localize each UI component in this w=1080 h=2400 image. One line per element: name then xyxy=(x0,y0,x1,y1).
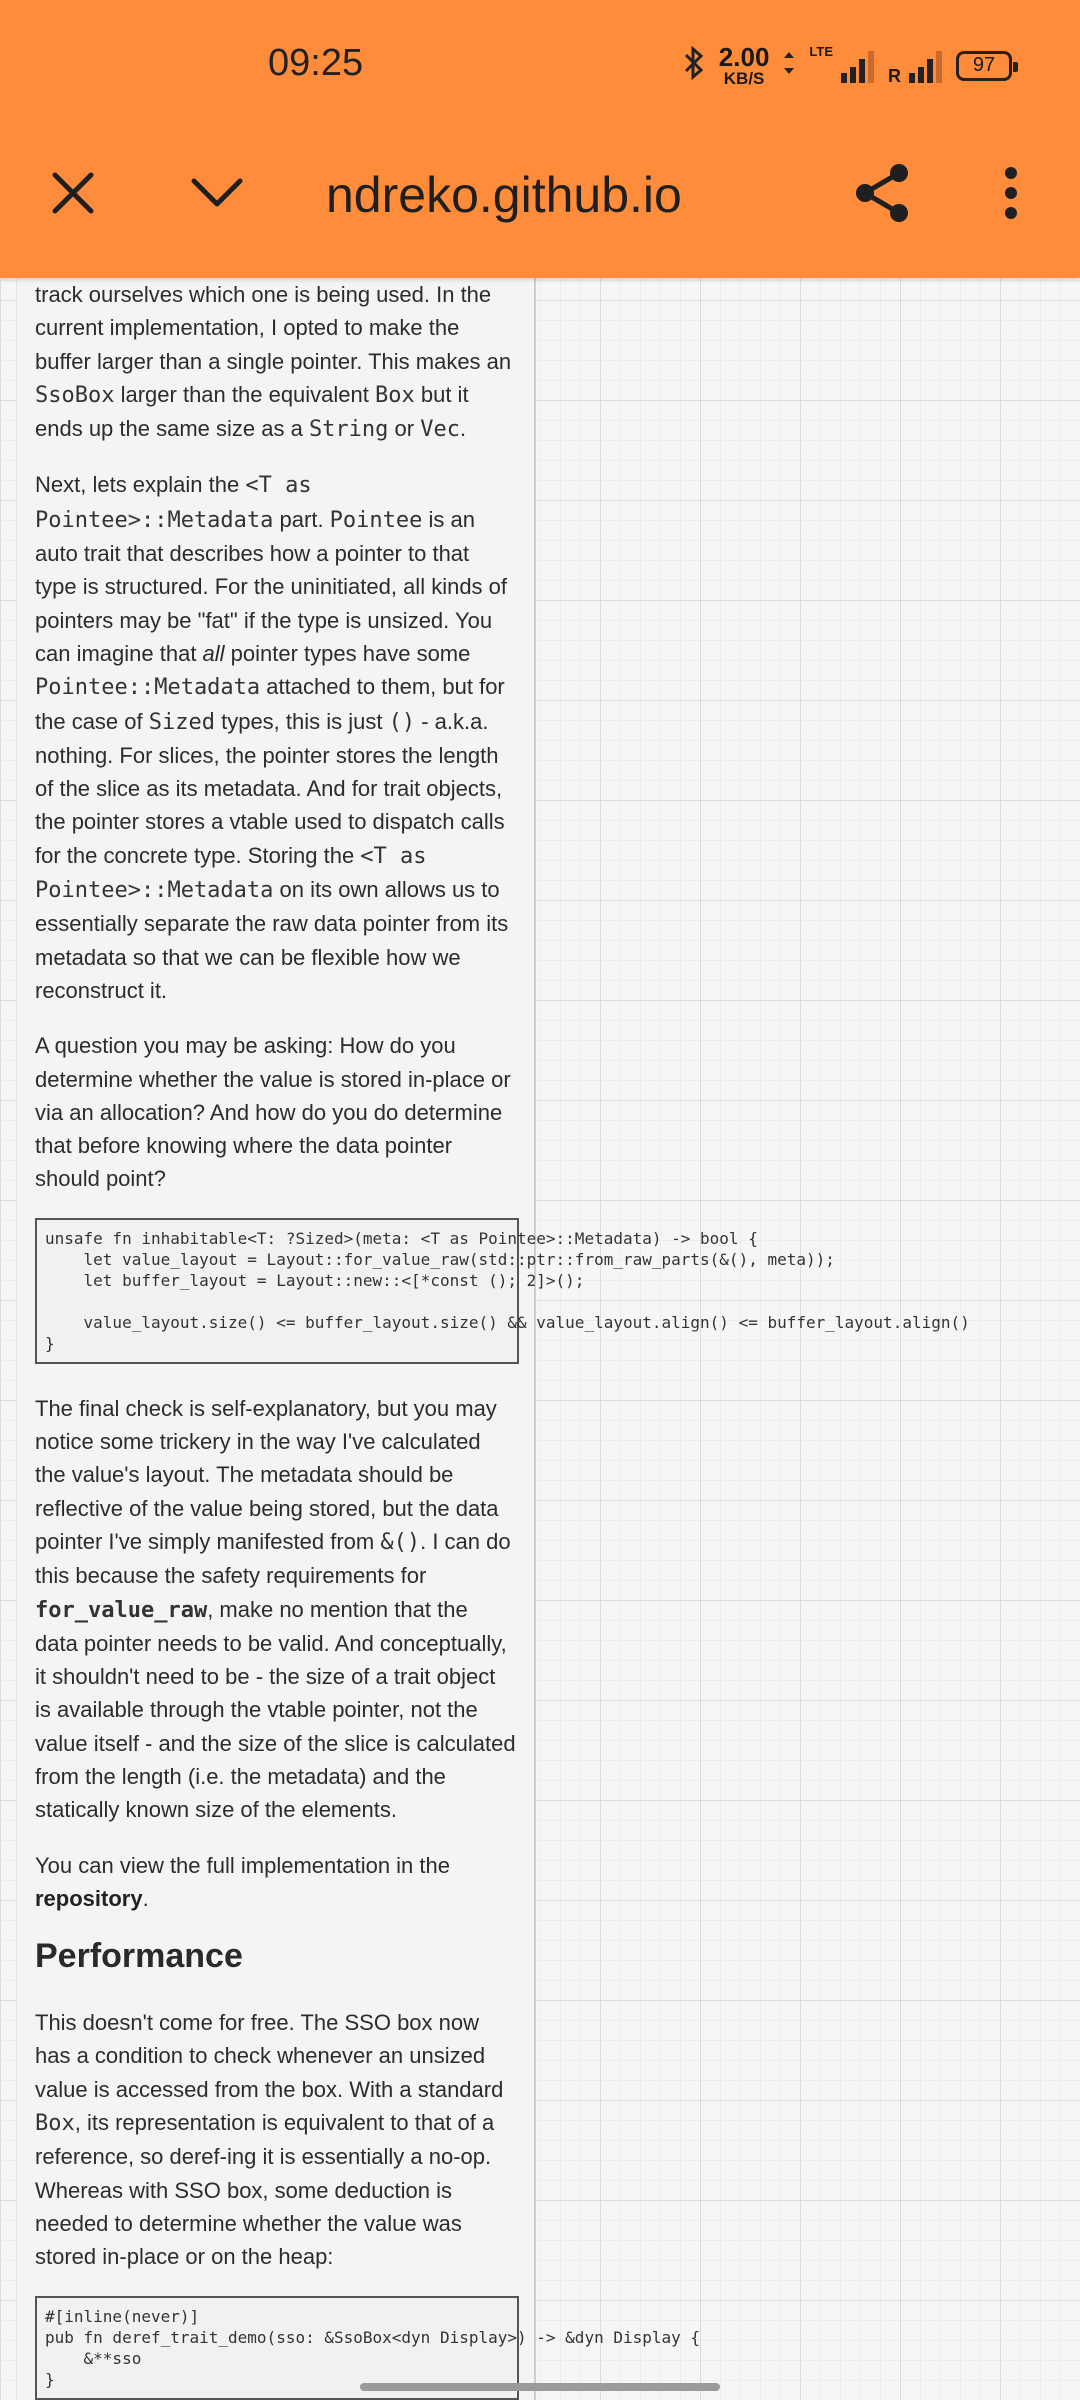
lte-label: LTE xyxy=(809,44,833,59)
gesture-navigation-bar[interactable] xyxy=(360,2383,720,2391)
more-options-button[interactable] xyxy=(966,148,1056,238)
data-transfer-icon xyxy=(783,50,795,81)
chevron-down-icon xyxy=(189,173,245,213)
signal-strength-icon-sim1 xyxy=(841,49,874,83)
code-line: &**sso xyxy=(45,2348,142,2368)
section-heading-performance: Performance xyxy=(35,1937,243,1976)
signal-strength-icon-sim2 xyxy=(909,49,942,83)
status-time: 09:25 xyxy=(268,42,364,84)
article-content xyxy=(16,278,970,2400)
paragraph-buffer-size: track ourselves which one is being used. In the current implementation, I opted to make the buffer larger than a single pointer. This makes an SsoBox larger than the equivalent Box but it ends up the same size as a String or Vec. xyxy=(35,282,512,443)
inline-code: &() xyxy=(380,1529,421,1555)
status-icons xyxy=(683,44,1012,87)
inline-code: <T as Pointee>::Metadata xyxy=(35,473,312,533)
code-line: value_layout.size() <= buffer_layout.size() && value_layout.align() <= buffer_layout.align() xyxy=(45,1312,970,1332)
share-button[interactable] xyxy=(838,148,928,238)
code-line: unsafe fn inhabitable<T: ?Sized>(meta: <T as Pointee>::Metadata) -> bool { xyxy=(45,1228,758,1248)
collapse-button[interactable] xyxy=(172,148,262,238)
inline-code: <T as Pointee>::Metadata xyxy=(35,843,427,904)
inline-code: Box xyxy=(35,2111,75,2137)
close-button[interactable] xyxy=(28,148,118,238)
inline-code: Pointee::Metadata xyxy=(35,675,261,701)
paragraph-repository: You can view the full implementation in the repository. xyxy=(35,1852,450,1911)
url-display[interactable]: ndreko.github.io xyxy=(326,167,682,223)
paragraph-question: A question you may be asking: How do you determine whether the value is stored in-place or via an allocation? And how do you do determine that before knowing where the data pointer should point? xyxy=(35,1033,511,1192)
code-line: pub fn deref_trait_demo(sso: &SsoBox<dyn Display>) -> &dyn Display { xyxy=(45,2327,701,2347)
inline-code: Vec xyxy=(420,417,460,443)
inline-code: for_value_raw xyxy=(35,1597,208,1623)
bluetooth-icon xyxy=(683,46,705,86)
code-block-inhabitable xyxy=(35,1218,970,1364)
code-line: let buffer_layout = Layout::new::<[*const (); 2]>(); xyxy=(45,1270,585,1290)
inline-code: String xyxy=(308,417,389,443)
inline-code: SsoBox xyxy=(35,382,115,408)
paragraph-performance: This doesn't come for free. The SSO box now has a condition to check whenever an unsized value is accessed from the box. With a standard Box, its representation is equivalent to that of a reference, so deref-ing it is essentially a no-op. Whereas with SSO box, some deduction is needed to determine whether the value was stored in-place or on the heap: xyxy=(35,2010,504,2270)
code-line: } xyxy=(45,2369,55,2389)
close-icon xyxy=(49,169,97,217)
more-vertical-icon xyxy=(1001,165,1021,221)
roaming-label: R xyxy=(888,66,901,86)
inline-code: Sized xyxy=(148,709,215,735)
network-speed: 2.00 KB/S xyxy=(718,42,770,88)
paragraph-pointee-metadata: Next, lets explain the <T as Pointee>::Metadata part. Pointee is an auto trait that describes how a pointer to that type is structured. For the uninitiated, all kinds of pointers may be "fat" if the type is unsized. You can imagine that all pointer types have some Pointee::Metadata attached to them, but for the case of Sized types, this is just () - a.k.a. nothing. For slices, the pointer stores the length of the slice as its metadata. And for trait objects, the pointer stores a vtable used to dispatch calls for the concrete type. Storing the <T as Pointee>::Metadata on its own allows us to essentially separate the raw data pointer from its metadata so that we can be flexible how we reconstruct it. xyxy=(35,472,509,1003)
code-line: } xyxy=(45,1333,55,1353)
code-line xyxy=(45,1291,509,1312)
paragraph-final-check: The final check is self-explanatory, but you may notice some trickery in the way I've calculated the value's layout. The metadata should be reflective of the value being stored, but the data pointer I've simply manifested from &(). I can do this because the safety requirements for for_value_raw, make no mention that the data pointer needs to be valid. And conceptually, it shouldn't need to be - the size of a trait object is available through the vtable pointer, not the value itself - and the size of the slice is calculated from the length (i.e. the metadata) and the statically known size of the elements. xyxy=(35,1395,516,1823)
repository-link[interactable]: repository xyxy=(35,1885,143,1911)
browser-toolbar xyxy=(0,0,1080,278)
share-icon xyxy=(853,161,913,225)
code-line: #[inline(never)] xyxy=(45,2306,200,2326)
battery-icon xyxy=(956,51,1012,81)
battery-level: 97 xyxy=(972,54,996,76)
inline-code: Box xyxy=(375,382,415,408)
inline-code: Pointee xyxy=(329,507,423,533)
code-line: let value_layout = Layout::for_value_raw(std::ptr::from_raw_parts(&(), meta)); xyxy=(45,1249,835,1269)
inline-code: () xyxy=(388,709,416,735)
